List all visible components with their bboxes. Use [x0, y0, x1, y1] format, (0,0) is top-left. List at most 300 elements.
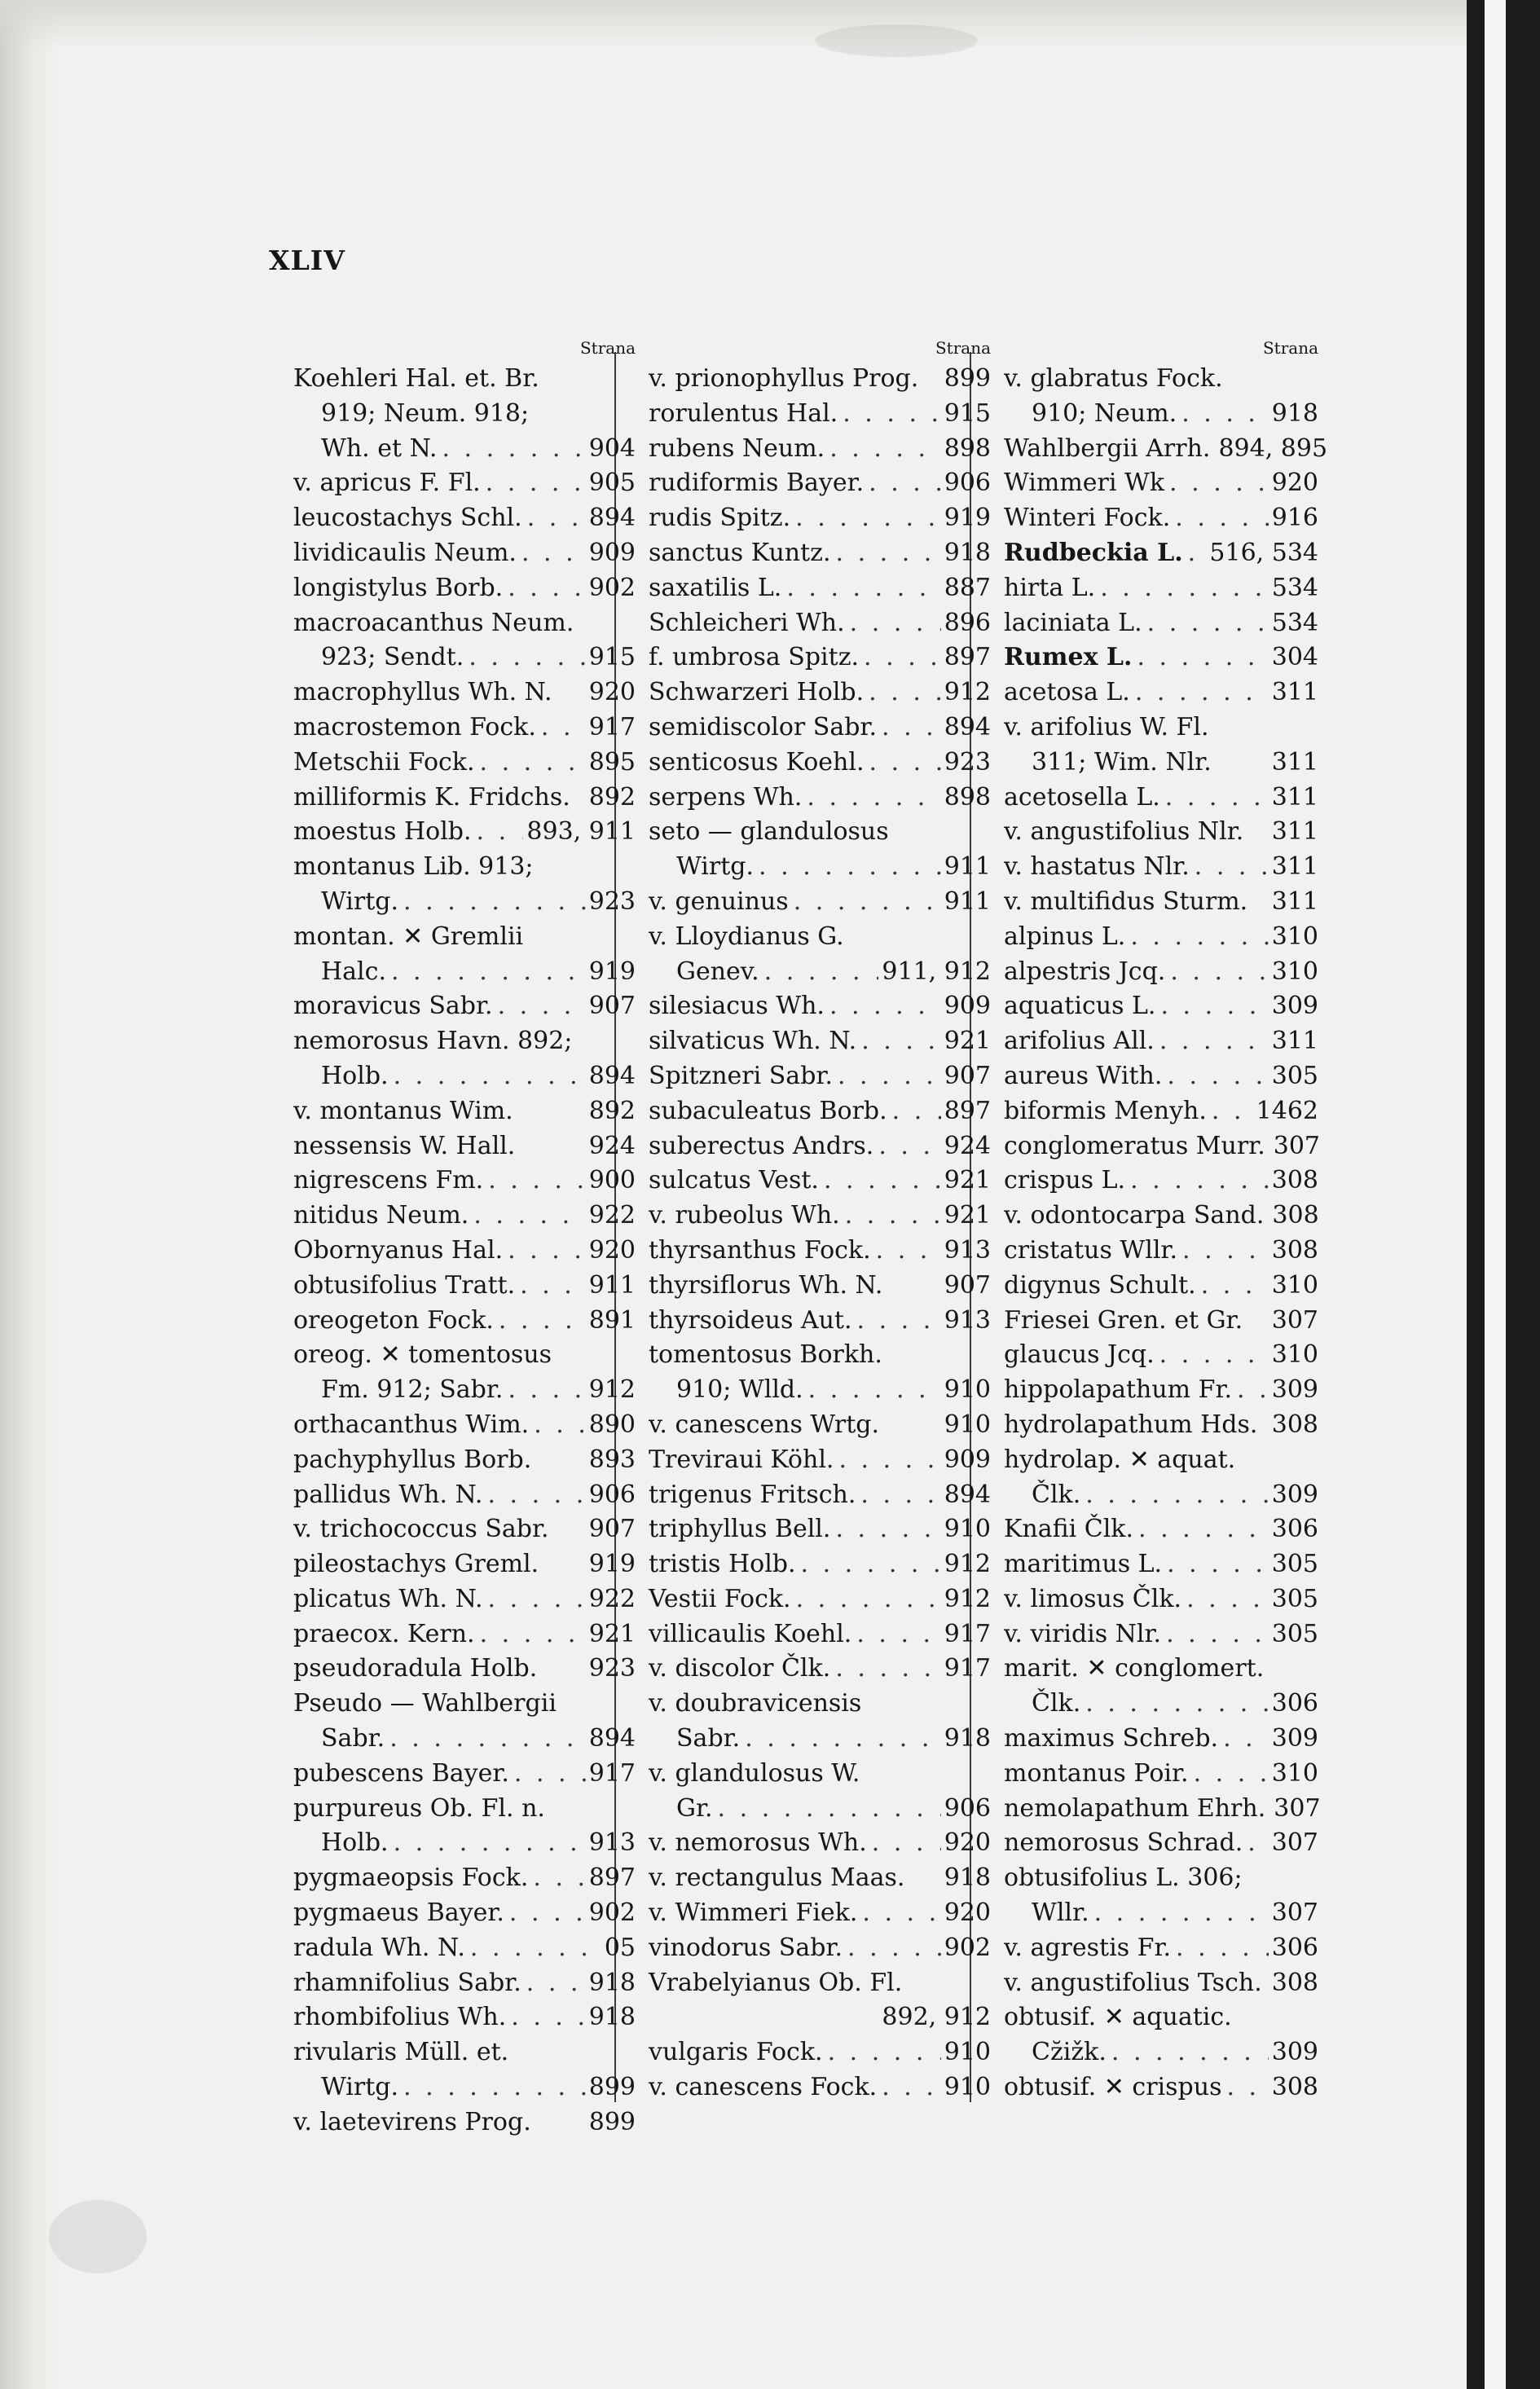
entry-term: pileostachys Greml. — [293, 1550, 539, 1579]
entry-page-ref: 308 — [1272, 1201, 1319, 1230]
leader-dots — [1189, 1757, 1269, 1792]
entry-term: v. canescens Fock. — [649, 2073, 878, 2102]
entry-term: senticosus Koehl. — [649, 747, 865, 777]
entry-term: milliformis K. Fridchs. — [293, 782, 570, 812]
entry-term: v. genuinus — [649, 887, 789, 916]
entry-term: hydrolap. ✕ aquat. — [1004, 1445, 1236, 1474]
index-entry — [1004, 885, 1318, 920]
entry-term: macrostemon Fock. — [293, 712, 536, 741]
index-entry — [293, 2000, 636, 2035]
index-entry — [649, 536, 991, 571]
index-entries — [293, 362, 636, 2140]
index-entry — [293, 1304, 636, 1339]
index-entry — [1004, 1722, 1318, 1757]
entry-term: pubescens Bayer. — [293, 1758, 509, 1788]
entry-page-ref: 516, 534 — [1209, 538, 1318, 567]
entry-term: v. limosus Člk. — [1004, 1584, 1182, 1613]
index-entry — [293, 2070, 636, 2105]
scan-shadow-top — [0, 0, 1540, 49]
leader-dots — [475, 746, 586, 781]
entry-page-ref: 921 — [944, 1166, 991, 1195]
index-entry — [1004, 1234, 1318, 1269]
entry-term: longistylus Borb. — [293, 573, 504, 602]
entry-term: glaucus Jcq. — [1004, 1340, 1155, 1370]
leader-dots — [871, 1234, 941, 1269]
leader-dots — [1165, 955, 1268, 990]
entry-term: 919; Neum. 918; — [321, 398, 530, 428]
entry-page-ref: 912 — [944, 1584, 991, 1613]
leader-dots — [529, 1408, 586, 1443]
index-entry — [649, 1199, 991, 1234]
entry-page-ref: 907 — [944, 1270, 991, 1300]
leader-dots — [385, 1722, 586, 1757]
index-entry — [1004, 1512, 1318, 1547]
entry-page-ref: 534 — [1271, 573, 1318, 602]
index-entry — [1004, 1059, 1318, 1094]
index-entry — [293, 397, 636, 432]
index-entry — [293, 1582, 636, 1617]
entry-page-ref: 311 — [1271, 678, 1318, 707]
index-entry — [293, 1652, 636, 1687]
leader-dots — [789, 885, 941, 920]
leader-dots — [1162, 1547, 1269, 1582]
entry-page-ref: 923 — [588, 1654, 636, 1683]
entry-page-ref: 919 — [588, 1550, 636, 1579]
entry-page-ref: 912 — [944, 678, 991, 707]
entry-page-ref: 311 — [1271, 782, 1318, 812]
index-entry — [1004, 640, 1318, 675]
leader-dots — [1218, 1722, 1269, 1757]
entry-term: nitidus Neum. — [293, 1201, 469, 1230]
entry-page-ref: 306 — [1271, 1689, 1318, 1718]
leader-dots — [389, 1826, 586, 1861]
entry-term: aureus With. — [1004, 1061, 1163, 1090]
entry-term: v. prionophyllus Prog. — [649, 364, 919, 393]
index-entry — [1004, 501, 1318, 536]
entry-page-ref: 921 — [944, 1027, 991, 1056]
entry-page-ref: 894 — [944, 1480, 991, 1509]
entry-term: Rudbeckia L. — [1004, 538, 1183, 567]
index-entry — [293, 1687, 636, 1722]
leader-dots — [483, 1164, 586, 1199]
index-entry — [649, 1234, 991, 1269]
entry-term: thyrsoideus Aut. — [649, 1305, 852, 1335]
index-entry — [1004, 1757, 1318, 1792]
entry-term: Koehleri Hal. et. Br. — [293, 364, 539, 393]
entry-term: montanus Poir. — [1004, 1758, 1189, 1788]
entry-term: oreogeton Fock. — [293, 1305, 494, 1335]
entry-page-ref: 307 — [1271, 1898, 1318, 1928]
entry-page-ref: 918 — [588, 1968, 636, 1997]
entry-page-ref: 887 — [944, 573, 991, 602]
entry-term: v. montanus Wim. — [293, 1096, 513, 1125]
entry-term: v. multifidus Sturm. — [1004, 887, 1248, 916]
entry-page-ref: 907 — [588, 992, 636, 1021]
leader-dots — [465, 1931, 601, 1966]
entry-page-ref: 911 — [588, 1270, 636, 1300]
index-entry — [293, 536, 636, 571]
leader-dots — [834, 1443, 940, 1478]
column-header: Strana — [1262, 338, 1318, 358]
index-entry — [293, 746, 636, 781]
leader-dots — [1170, 501, 1268, 536]
entry-term: v. viridis Nlr. — [1004, 1619, 1162, 1648]
entry-page-ref: 898 — [944, 433, 991, 463]
entry-term: aquaticus L. — [1004, 992, 1156, 1021]
leader-dots — [517, 536, 586, 571]
index-entry — [649, 711, 991, 746]
entry-page-ref: 918 — [944, 1724, 991, 1753]
index-entry — [1004, 536, 1318, 571]
entry-page-ref: 924 — [944, 1131, 991, 1160]
index-entry — [293, 1757, 636, 1792]
index-entry — [649, 746, 991, 781]
index-entry — [649, 1373, 991, 1408]
entry-page-ref: 910 — [944, 1515, 991, 1544]
entry-page-ref: 917 — [588, 1758, 636, 1788]
leader-dots — [833, 1059, 941, 1094]
entry-term: rudis Spitz. — [649, 504, 791, 533]
entry-term: v. angustifolius Tsch. — [1004, 1968, 1262, 1997]
entry-term: Winteri Fock. — [1004, 504, 1171, 533]
leader-dots — [389, 1059, 586, 1094]
index-entry — [1004, 1408, 1318, 1443]
entry-page-ref: 307 — [1271, 1305, 1318, 1335]
entry-term: v. canescens Wrtg. — [649, 1410, 880, 1439]
index-entry — [293, 1861, 636, 1896]
index-entry — [1004, 2000, 1318, 2035]
leader-dots — [802, 781, 940, 816]
leader-dots — [865, 746, 941, 781]
entry-term: v. laetevirens Prog. — [293, 2107, 531, 2136]
entry-term: rhombifolius Wh. — [293, 2003, 507, 2032]
index-entry — [1004, 1896, 1318, 1931]
index-column-3 — [1004, 334, 1328, 2105]
leader-dots — [873, 1129, 940, 1164]
entry-page-ref: 306 — [1271, 1933, 1318, 1962]
entry-term: Sabr. — [321, 1724, 385, 1753]
entry-page-ref: 912 — [944, 1550, 991, 1579]
entry-term: nemorosus Schrad. — [1004, 1828, 1243, 1858]
index-entry — [649, 432, 991, 467]
entry-page-ref: 910 — [944, 2073, 991, 2102]
index-entry — [293, 711, 636, 746]
entry-term: sanctus Kuntz. — [649, 538, 831, 567]
entry-page-ref: 918 — [1271, 398, 1318, 428]
leader-dots — [1207, 1094, 1253, 1129]
leader-dots — [493, 989, 586, 1024]
entry-term: maritimus L. — [1004, 1550, 1163, 1579]
entry-page-ref: 890 — [588, 1410, 636, 1439]
entry-term: Holb. — [321, 1061, 389, 1090]
index-entry — [1004, 746, 1318, 781]
index-entry — [649, 920, 991, 955]
entry-term: Fm. 912; Sabr. — [321, 1375, 504, 1405]
index-entry — [293, 1547, 636, 1582]
entry-page-ref: 921 — [588, 1619, 636, 1648]
entry-page-ref: 897 — [588, 1863, 636, 1893]
leader-dots — [1125, 920, 1268, 955]
leader-dots — [740, 1722, 941, 1757]
index-entry — [649, 1896, 991, 1931]
leader-dots — [1080, 1478, 1268, 1513]
index-entry — [1004, 920, 1318, 955]
entry-page-ref: 923 — [588, 887, 636, 916]
index-entry — [649, 1931, 991, 1966]
entry-page-ref: 891 — [588, 1305, 636, 1335]
leader-dots — [1133, 1512, 1269, 1547]
index-entry — [1004, 850, 1318, 885]
index-entry — [293, 1024, 636, 1059]
index-entry — [649, 1304, 991, 1339]
index-entry — [649, 2000, 991, 2035]
leader-dots — [840, 1199, 941, 1234]
entry-page-ref: 910 — [944, 1375, 991, 1405]
leader-dots — [1190, 850, 1269, 885]
entry-term: moestus Holb. — [293, 817, 472, 847]
index-entry — [293, 1269, 636, 1304]
leader-dots — [1221, 2070, 1268, 2105]
entry-page-ref: 892, 912 — [882, 2003, 991, 2032]
entry-term: montanus Lib. 913; — [293, 852, 534, 882]
entry-page-ref: 922 — [588, 1584, 636, 1613]
entry-term: macroacanthus Neum. — [293, 608, 574, 637]
index-entry — [293, 501, 636, 536]
leader-dots — [437, 432, 585, 467]
entry-term: silesiacus Wh. — [649, 992, 825, 1021]
leader-dots — [713, 1792, 941, 1827]
leader-dots — [509, 1757, 586, 1792]
leader-dots — [1107, 2035, 1269, 2070]
entry-page-ref: 311 — [1271, 887, 1318, 916]
index-entry — [649, 1792, 991, 1827]
leader-dots — [1080, 1687, 1268, 1722]
entry-page-ref: 305 — [1271, 1550, 1318, 1579]
leader-dots — [398, 2070, 586, 2105]
entry-page-ref: 902 — [588, 1898, 636, 1928]
index-entry — [649, 1443, 991, 1478]
index-entry — [649, 815, 991, 850]
index-entry — [1004, 362, 1318, 397]
index-entry — [293, 815, 636, 850]
entry-page-ref: 907 — [588, 1515, 636, 1544]
leader-dots — [1162, 1059, 1268, 1094]
index-entry — [1004, 675, 1318, 711]
index-entry — [293, 1408, 636, 1443]
entry-page-ref: 924 — [588, 1131, 636, 1160]
index-entry — [1004, 781, 1318, 816]
index-entry — [293, 885, 636, 920]
entry-page-ref: 906 — [944, 1793, 991, 1823]
entry-term: Vestii Fock. — [649, 1584, 791, 1613]
leader-dots — [1155, 989, 1268, 1024]
index-entry — [649, 989, 991, 1024]
entry-page-ref: 913 — [588, 1828, 636, 1858]
entry-term: pallidus Wh. N. — [293, 1480, 483, 1509]
entry-page-ref: 915 — [588, 643, 636, 672]
index-entry — [293, 571, 636, 606]
entry-term: Genev. — [676, 957, 759, 986]
entry-term: obtusif. ✕ aquatic. — [1004, 2003, 1232, 2032]
entry-page-ref: 310 — [1271, 1340, 1318, 1370]
entry-page-ref: 307 — [1271, 1828, 1318, 1858]
entry-page-ref: 910 — [944, 1410, 991, 1439]
index-column-1 — [293, 334, 636, 2140]
index-entry — [1004, 2070, 1318, 2105]
leader-dots — [867, 1826, 941, 1861]
entry-page-ref: 894, 895 — [1218, 433, 1328, 463]
leader-dots — [857, 1896, 940, 1931]
entry-page-ref: 902 — [588, 573, 636, 602]
entry-term: plicatus Wh. N. — [293, 1584, 483, 1613]
index-column-2 — [649, 334, 991, 2105]
index-entry — [1004, 1687, 1318, 1722]
entry-term: hydrolapathum Hds. — [1004, 1410, 1258, 1439]
index-entry — [649, 1757, 991, 1792]
index-entry — [649, 1094, 991, 1129]
entry-term: crispus L. — [1004, 1166, 1126, 1195]
entry-term: pygmaeopsis Fock. — [293, 1863, 529, 1893]
leader-dots — [851, 1617, 940, 1652]
entry-term: nemolapathum Ehrh. — [1004, 1793, 1266, 1823]
entry-page-ref: 920 — [588, 678, 636, 707]
entry-term: rubens Neum. — [649, 433, 825, 463]
paper-stain — [49, 2200, 147, 2273]
entry-term: radula Wh. N. — [293, 1933, 465, 1962]
entry-page-ref: 899 — [588, 2073, 636, 2102]
index-entry — [293, 1792, 636, 1827]
leader-dots — [528, 1861, 585, 1896]
index-entry — [649, 885, 991, 920]
entry-page-ref: 310 — [1271, 1270, 1318, 1300]
entry-term: maximus Schreb. — [1004, 1724, 1219, 1753]
leader-dots — [864, 675, 941, 711]
index-entry — [293, 1234, 636, 1269]
entry-term: Gr. — [676, 1793, 713, 1823]
entry-page-ref: 919 — [944, 504, 991, 533]
index-entry — [293, 1129, 636, 1164]
entry-page-ref: 305 — [1271, 1584, 1318, 1613]
entry-term: v. glabratus Fock. — [1004, 364, 1223, 393]
index-entry — [1004, 1304, 1318, 1339]
entry-page-ref: 306 — [1271, 1515, 1318, 1544]
entry-term: villicaulis Koehl. — [649, 1619, 852, 1648]
entry-page-ref: 922 — [588, 1201, 636, 1230]
leader-dots — [859, 640, 941, 675]
leader-dots — [877, 2070, 941, 2105]
leader-dots — [386, 955, 586, 990]
index-entry — [649, 571, 991, 606]
entry-page-ref: 894 — [588, 1061, 636, 1090]
entry-term: hippolapathum Fr. — [1004, 1375, 1233, 1405]
leader-dots — [877, 711, 941, 746]
entry-page-ref: 918 — [944, 1863, 991, 1893]
entry-term: Wahlbergii Arrh. — [1004, 433, 1211, 463]
index-entry — [649, 1024, 991, 1059]
leader-dots — [1125, 1164, 1269, 1199]
entry-term: tristis Holb. — [649, 1550, 796, 1579]
leader-dots — [856, 1024, 941, 1059]
leader-dots — [504, 1896, 586, 1931]
leader-dots — [831, 536, 941, 571]
index-entry — [1004, 606, 1318, 641]
leader-dots — [759, 955, 879, 990]
entry-term: v. odontocarpa Sand. — [1004, 1201, 1265, 1230]
index-entry — [1004, 1443, 1318, 1478]
entry-term: v. nemorosus Wh. — [649, 1828, 867, 1858]
index-entry — [1004, 1164, 1318, 1199]
leader-dots — [825, 432, 941, 467]
entry-term: v. Wimmeri Fiek. — [649, 1898, 858, 1928]
index-entry — [649, 362, 991, 397]
leader-dots — [887, 1094, 941, 1129]
index-entry — [649, 1966, 991, 2001]
entry-page-ref: 917 — [944, 1619, 991, 1648]
leader-dots — [1095, 571, 1269, 606]
index-entry — [1004, 1373, 1318, 1408]
entry-term: v. hastatus Nlr. — [1004, 852, 1190, 882]
entry-page-ref: 911, 912 — [882, 957, 991, 986]
entry-term: 910; Neum. — [1032, 398, 1177, 428]
entry-term: rhamnifolius Sabr. — [293, 1968, 521, 1997]
leader-dots — [803, 1373, 941, 1408]
leader-dots — [1155, 1338, 1269, 1373]
index-entry — [1004, 1478, 1318, 1513]
entry-page-ref: 913 — [944, 1305, 991, 1335]
entry-page-ref: 304 — [1271, 643, 1318, 672]
index-entry — [1004, 1861, 1318, 1896]
leader-dots — [483, 1582, 586, 1617]
entry-term: thyrsanthus Fock. — [649, 1235, 871, 1265]
index-entry — [293, 640, 636, 675]
entry-page-ref: 923 — [944, 747, 991, 777]
index-entries — [1004, 362, 1328, 2105]
index-entry — [1004, 1547, 1318, 1582]
index-entry — [649, 955, 991, 990]
index-entry — [293, 1059, 636, 1094]
entry-page-ref: 920 — [944, 1828, 991, 1858]
entry-term: oreog. ✕ tomentosus — [293, 1340, 552, 1370]
entry-term: Wllr. — [1032, 1898, 1089, 1928]
leader-dots — [1183, 536, 1207, 571]
entry-page-ref: 309 — [1271, 2038, 1318, 2067]
entry-term: silvaticus Wh. N. — [649, 1027, 857, 1056]
entry-term: rudiformis Bayer. — [649, 469, 865, 498]
entry-term: acetosella L. — [1004, 782, 1160, 812]
entry-term: nessensis W. Hall. — [293, 1131, 516, 1160]
leader-dots — [1132, 640, 1268, 675]
entry-term: saxatilis L. — [649, 573, 782, 602]
entry-page-ref: 308 — [1271, 1166, 1318, 1195]
entry-term: rorulentus Hal. — [649, 398, 838, 428]
index-entry — [293, 1617, 636, 1652]
index-entry — [649, 850, 991, 885]
page-number: XLIV — [269, 244, 345, 276]
index-entry — [1004, 1199, 1318, 1234]
entry-page-ref: 309 — [1271, 1724, 1318, 1753]
entry-term: biformis Menyh. — [1004, 1096, 1207, 1125]
leader-dots — [838, 397, 941, 432]
entry-term: Friesei Gren. et Gr. — [1004, 1305, 1243, 1335]
index-entry — [649, 1617, 991, 1652]
entry-page-ref: 920 — [944, 1898, 991, 1928]
entry-term: thyrsiflorus Wh. N. — [649, 1270, 883, 1300]
leader-dots — [1243, 1826, 1268, 1861]
entry-term: v. angustifolius Nlr. — [1004, 817, 1244, 847]
entry-page-ref: 311 — [1271, 747, 1318, 777]
leader-dots — [503, 1373, 585, 1408]
leader-dots — [1089, 1896, 1269, 1931]
